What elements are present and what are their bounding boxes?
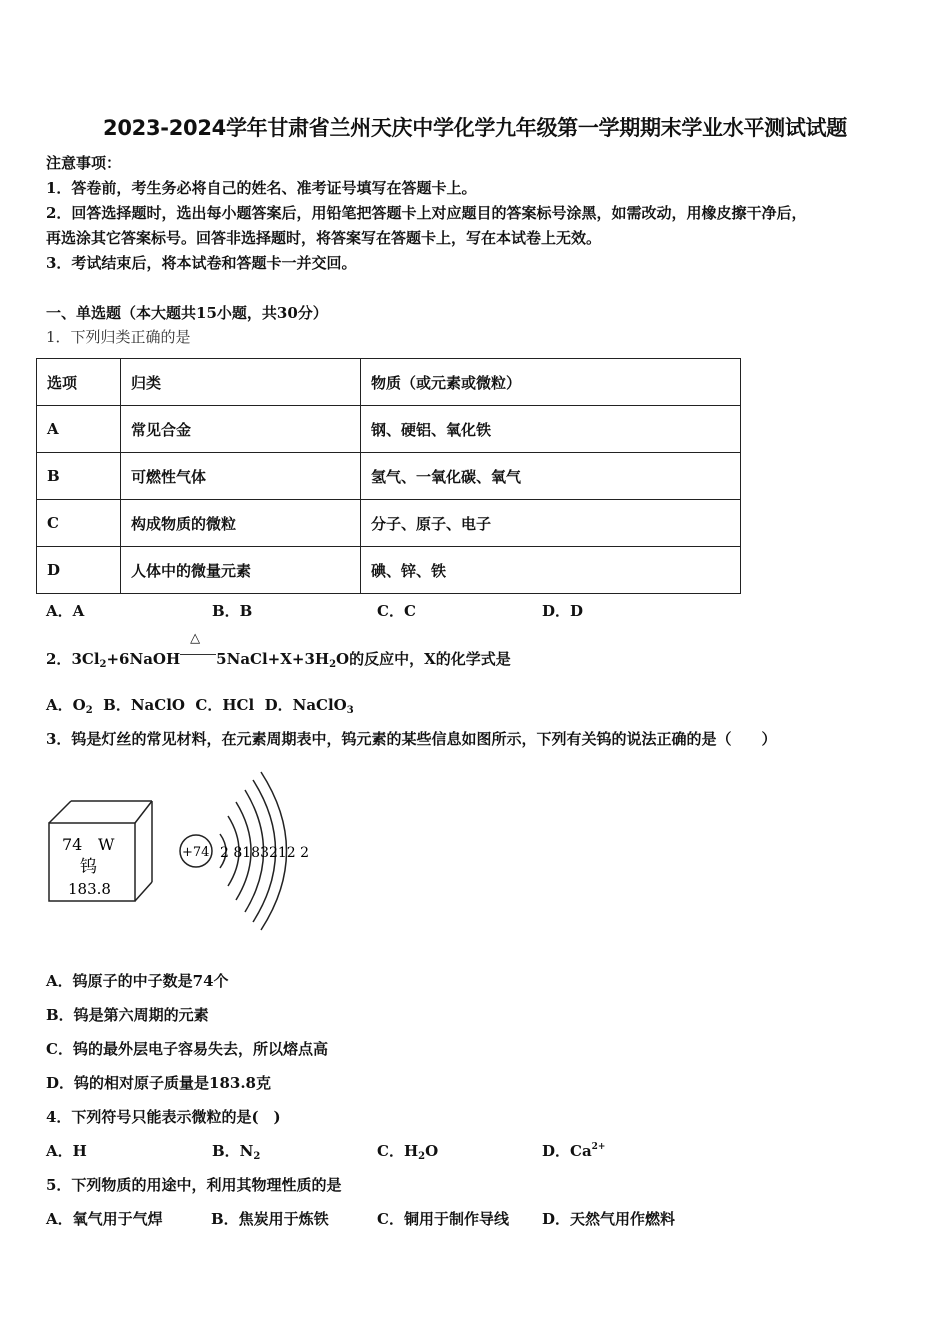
table-cell: C bbox=[37, 500, 121, 547]
table-row bbox=[37, 547, 741, 594]
table-cell: 氢气、一氧化碳、氧气 bbox=[361, 453, 741, 500]
shell-electrons: 2 8183212 2 bbox=[220, 845, 310, 861]
notice-item-1: 1．答卷前，考生务必将自己的姓名、准考证号填写在答题卡上。 bbox=[46, 179, 477, 197]
table-row bbox=[37, 406, 741, 453]
notice-item-2-line-2: 再选涂其它答案标号。回答非选择题时，将答案写在答题卡上，写在本试卷上无效。 bbox=[46, 229, 602, 247]
table-row bbox=[37, 500, 741, 547]
q5-option-a: A．氧气用于气焊 bbox=[46, 1210, 163, 1228]
q2-option-d-sub: 3 bbox=[346, 705, 354, 716]
q2-options bbox=[46, 694, 354, 716]
table-cell: 可燃性气体 bbox=[121, 453, 361, 500]
q2-option-b: B．NaClO bbox=[103, 696, 185, 714]
q2-option-c: C．HCl bbox=[195, 696, 255, 714]
page-title: 2023-2024学年甘肃省兰州天庆中学化学九年级第一学期期末学业水平测试试题 bbox=[103, 116, 847, 140]
q4-option-a: A．H bbox=[46, 1142, 87, 1160]
q3-stem: 3．钨是灯丝的常见材料，在元素周期表中，钨元素的某些信息如图所示，下列有关钨的说法正确的是（ ） bbox=[46, 730, 777, 748]
q2-option-d bbox=[265, 694, 354, 716]
q4-option-c-text: C．H bbox=[377, 1142, 419, 1160]
q3-option-c: C．钨的最外层电子容易失去，所以熔点高 bbox=[46, 1040, 328, 1058]
q2-eq-left-b: +6NaOH bbox=[106, 650, 181, 668]
q4-option-b-sub: 2 bbox=[253, 1151, 261, 1162]
q4-option-c-sub: 2 bbox=[418, 1151, 426, 1162]
q1-option-c: C．C bbox=[377, 602, 416, 620]
q2-option-d-text: D．NaClO bbox=[264, 696, 347, 714]
q2-eq-right-sub: 2 bbox=[329, 659, 337, 670]
table-cell: 分子、原子、电子 bbox=[361, 500, 741, 547]
table-header-cell: 选项 bbox=[37, 359, 121, 406]
table-cell: 人体中的微量元素 bbox=[121, 547, 361, 594]
q5-stem: 5．下列物质的用途中，利用其物理性质的是 bbox=[46, 1176, 342, 1194]
q3-option-d: D．钨的相对原子质量是183.8克 bbox=[46, 1074, 271, 1092]
table-header-row bbox=[37, 359, 741, 406]
q4-option-d bbox=[542, 1140, 605, 1161]
q2-reaction-arrow bbox=[180, 631, 216, 667]
notice-item-2-line-1: 2．回答选择题时，选出每小题答案后，用铅笔把答题卡上对应题目的答案标号涂黑，如需改动，用橡皮擦干净后， bbox=[46, 204, 807, 222]
table-cell: 钢、硬铝、氧化铁 bbox=[361, 406, 741, 453]
q4-option-b-text: B．N bbox=[212, 1142, 254, 1160]
q2-equation-left bbox=[71, 650, 180, 668]
table-cell: A bbox=[37, 406, 121, 453]
notice-item-3: 3．考试结束后，将本试卷和答题卡一并交回。 bbox=[46, 254, 357, 272]
nucleus-charge: +74 bbox=[182, 845, 210, 860]
q4-option-d-text: D．Ca bbox=[542, 1142, 592, 1160]
q1-option-a: A．A bbox=[46, 602, 85, 620]
table-cell: 碘、锌、铁 bbox=[361, 547, 741, 594]
q2-tail: 的反应中，X的化学式是 bbox=[349, 650, 511, 668]
section-heading: 一、单选题（本大题共15小题，共30分） bbox=[46, 304, 328, 322]
q2-option-a-text: A．O bbox=[46, 696, 86, 714]
q5-option-c: C．铜用于制作导线 bbox=[377, 1210, 509, 1228]
table-cell: D bbox=[37, 547, 121, 594]
q1-option-b: B．B bbox=[212, 602, 253, 620]
notice-heading: 注意事项： bbox=[46, 154, 122, 172]
table-cell: B bbox=[37, 453, 121, 500]
q2-eq-left-a: 3Cl bbox=[71, 650, 100, 668]
q2-condition: △ bbox=[190, 631, 201, 646]
table-row bbox=[37, 453, 741, 500]
table-cell: 构成物质的微粒 bbox=[121, 500, 361, 547]
q2-option-a bbox=[46, 694, 93, 716]
q3-option-a: A．钨原子的中子数是74个 bbox=[46, 972, 229, 990]
q3-tungsten-figure bbox=[40, 760, 330, 940]
q4-option-d-sup: 2+ bbox=[591, 1142, 606, 1152]
table-header-cell: 归类 bbox=[121, 359, 361, 406]
q4-option-c bbox=[377, 1140, 438, 1162]
q5-option-b: B．焦炭用于炼铁 bbox=[211, 1210, 329, 1228]
q4-option-c-tail: O bbox=[425, 1142, 439, 1160]
q1-stem: 1．下列归类正确的是 bbox=[46, 328, 191, 346]
q2-eq-left-sub: 2 bbox=[99, 659, 107, 670]
q2-eq-right-b: O bbox=[336, 650, 350, 668]
q1-table bbox=[36, 358, 741, 594]
q2-number: 2． bbox=[46, 650, 72, 668]
q4-option-b bbox=[212, 1140, 260, 1162]
q2-stem bbox=[46, 631, 511, 670]
q2-eq-right-a: 5NaCl+X+3H bbox=[216, 650, 330, 668]
table-cell: 常见合金 bbox=[121, 406, 361, 453]
q2-equation-right bbox=[216, 650, 349, 668]
q1-option-d: D．D bbox=[542, 602, 584, 620]
q3-option-b: B．钨是第六周期的元素 bbox=[46, 1006, 209, 1024]
q2-option-a-sub: 2 bbox=[85, 705, 93, 716]
q5-option-d: D．天然气用作燃料 bbox=[542, 1210, 676, 1228]
atomic-number: 74 bbox=[62, 835, 83, 854]
element-mass: 183.8 bbox=[68, 880, 111, 898]
table-header-cell: 物质（或元素或微粒） bbox=[361, 359, 741, 406]
element-name: 钨 bbox=[80, 857, 97, 877]
q4-stem: 4．下列符号只能表示微粒的是( ) bbox=[46, 1108, 281, 1126]
element-symbol: W bbox=[98, 835, 115, 854]
